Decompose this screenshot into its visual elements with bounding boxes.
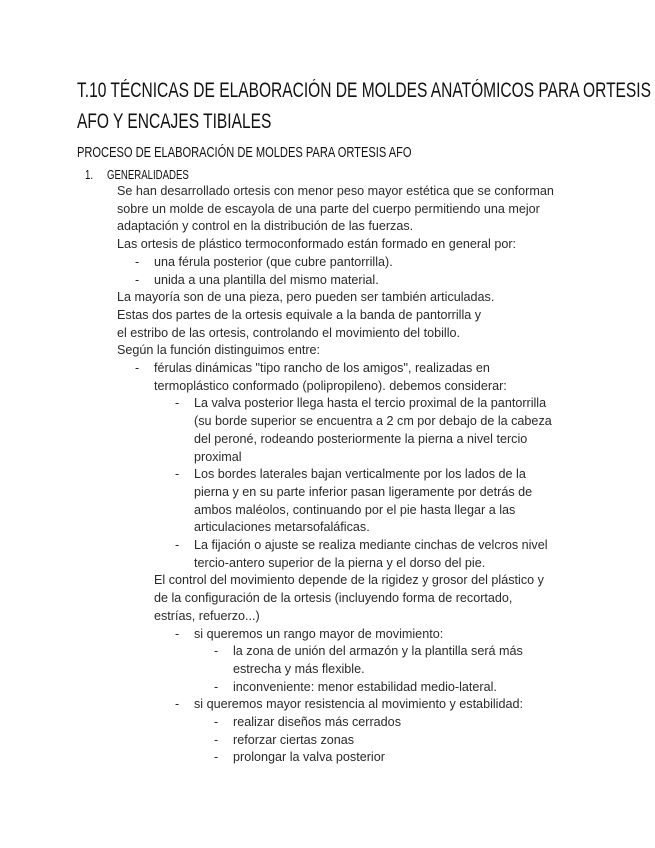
paragraph-line: El control del movimiento depende de la rigidez y grosor del plástico y [154, 573, 544, 588]
bullet-dash: - [175, 538, 180, 552]
paragraph-line: La mayoría son de una pieza, pero pueden ser también articuladas. [117, 290, 495, 305]
bullet-dash: - [135, 254, 140, 269]
list-item: la zona de unión del armazón y la plantilla será más [233, 644, 523, 659]
list-item: realizar diseños más cerrados [233, 715, 401, 729]
paragraph-line: Estas dos partes de la ortesis equivale a la banda de pantorrilla y [117, 307, 482, 322]
bullet-dash: - [175, 467, 180, 482]
paragraph-line: (su borde superior se encuentra a 2 cm por debajo de la cabeza [194, 414, 552, 429]
paragraph-line: el estribo de las ortesis, controlando el movimiento del tobillo. [117, 325, 461, 340]
list-item: unida a una plantilla del mismo material. [154, 272, 379, 287]
bullet-dash: - [214, 732, 219, 747]
paragraph-line: tercio-antero superior de la pierna y el dorso del pie. [194, 555, 486, 570]
list-item: inconveniente: menor estabilidad medio-lateral. [233, 679, 497, 694]
list-item: La valva posterior llega hasta el tercio proximal de la pantorrilla [194, 396, 547, 411]
paragraph-line: del peroné, rodeando posteriormente la pierna a nivel tercio [194, 431, 528, 446]
section-heading: GENERALIDADES [107, 167, 189, 182]
list-item: La fijación o ajuste se realiza mediante cinchas de velcros nivel [194, 538, 548, 552]
paragraph-line: articulaciones metarsofaláficas. [194, 520, 370, 535]
bullet-dash: - [214, 715, 219, 729]
bullet-dash: - [214, 750, 219, 765]
list-item: si queremos un rango mayor de movimiento: [194, 626, 444, 641]
paragraph-line: Se han desarrollado ortesis con menor peso mayor estética que se conforman [117, 184, 554, 198]
list-item: prolongar la valva posterior [233, 750, 385, 765]
bullet-dash: - [214, 679, 219, 694]
paragraph-line: sobre un molde de escayola de una parte del cuerpo permitiendo una mejor [117, 201, 540, 216]
bullet-dash: - [175, 697, 180, 712]
paragraph-line: Según la función distinguimos entre: [117, 343, 321, 358]
paragraph-line: proximal [194, 449, 242, 464]
paragraph-line: adaptación y control en la distribución de las fuerzas. [117, 219, 414, 234]
paragraph-line: Las ortesis de plástico termoconformado están formado en general por: [117, 237, 517, 252]
paragraph-line: ambos maléolos, continuando por el pie hasta llegar a las [194, 502, 516, 517]
list-item: si queremos mayor resistencia al movimiento y estabilidad: [194, 697, 523, 712]
bullet-dash: - [175, 396, 180, 411]
list-item: reforzar ciertas zonas [233, 732, 355, 747]
document-title-line-1: T.10 TÉCNICAS DE ELABORACIÓN DE MOLDES ANATÓMICOS PARA ORTESIS [77, 79, 651, 102]
list-item: una férula posterior (que cubre pantorrilla). [154, 254, 393, 269]
bullet-dash: - [214, 644, 219, 659]
paragraph-line: estrías, refuerzo...) [154, 608, 260, 623]
document-title-line-2: AFO Y ENCAJES TIBIALES [77, 110, 272, 133]
paragraph-line: estrecha y más flexible. [233, 661, 365, 676]
bullet-dash: - [175, 626, 180, 641]
list-item: Los bordes laterales bajan verticalmente por los lados de la [194, 467, 526, 482]
list-item: férulas dinámicas "tipo rancho de los amigos", realizadas en [154, 361, 490, 375]
section-subtitle: PROCESO DE ELABORACIÓN DE MOLDES PARA ORTESIS AFO [77, 144, 412, 161]
paragraph-line: pierna y en su parte inferior pasan ligeramente por detrás de [194, 484, 533, 499]
bullet-dash: - [135, 361, 140, 375]
section-number: 1. [85, 167, 94, 182]
paragraph-line: termoplástico conformado (polipropileno). debemos considerar: [154, 378, 507, 393]
paragraph-line: de la configuración de la ortesis (incluyendo forma de recortado, [154, 591, 513, 606]
bullet-dash: - [135, 272, 140, 287]
